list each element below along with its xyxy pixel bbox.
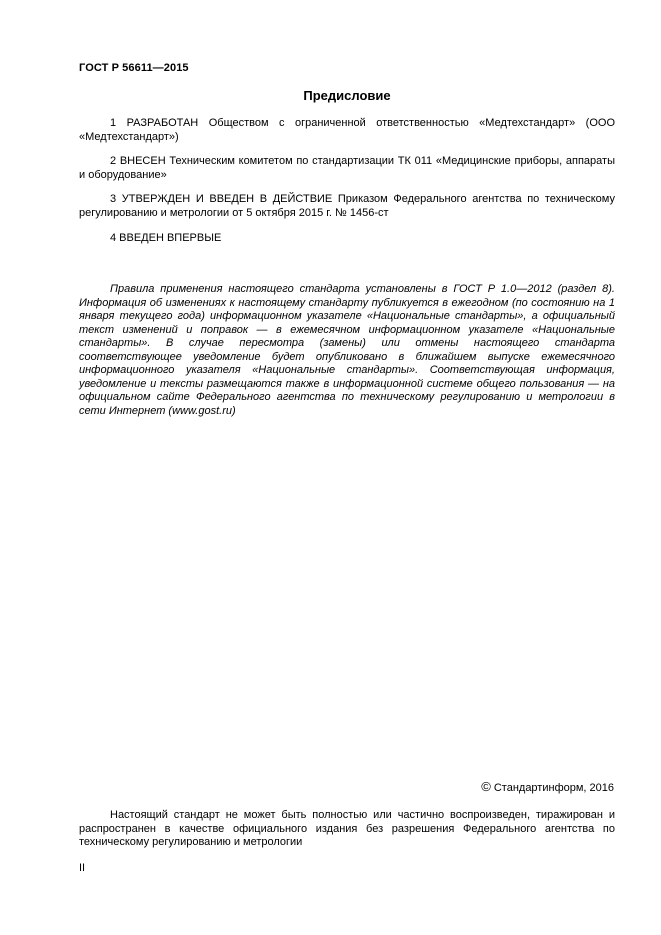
copyright-text: Стандартинформ, 2016	[493, 782, 614, 794]
copyright-line	[481, 779, 614, 794]
copyright-icon: ©	[481, 779, 491, 794]
document-code: ГОСТ Р 56611—2015	[79, 62, 189, 74]
foreword-item-1: 1 РАЗРАБОТАН Обществом с ограниченной ответственностью «Медтехстандарт» (ООО «Медтехстандарт»)	[79, 117, 615, 143]
foreword-item-2: 2 ВНЕСЕН Техническим комитетом по стандартизации ТК 011 «Медицинские приборы, аппараты и оборудование»	[79, 155, 615, 181]
foreword-item-3: 3 УТВЕРЖДЕН И ВВЕДЕН В ДЕЙСТВИЕ Приказом Федерального агентства по техническому регулированию и метрологии от 5 октября 2015 г. № 1456-ст	[79, 193, 615, 219]
page-title: Предисловие	[303, 88, 391, 103]
page-number: II	[79, 862, 86, 874]
reprint-notice: Настоящий стандарт не может быть полностью или частично воспроизведен, тиражирован и распространен в качестве официального издания без разрешения Федерального агентства по техническому регулированию и метрологии	[79, 809, 615, 848]
foreword-item-4: 4 ВВЕДЕН ВПЕРВЫЕ	[110, 232, 222, 244]
application-rules-notice: Правила применения настоящего стандарта установлены в ГОСТ Р 1.0—2012 (раздел 8). Информация об изменениях к настоящему стандарту публикуется в ежегодном (по состоянию на 1 января текущего года) информационном указателе «Национальные стандарты», а официальный текст изменений и поправок — в ежемесячном информационном указателе «Национальные стандарты». В случае пересмотра (замены) или отмены настоящего стандарта соответствующее уведомление будет опубликовано в ближайшем выпуске ежемесячного информационного указателя «Национальные стандарты». Соответствующая информация, уведомление и тексты размещаются также в информационной системе общего пользования — на официальном сайте Федерального агентства по техническому регулированию и метрологии в сети Интернет (www.gost.ru)	[79, 283, 615, 417]
